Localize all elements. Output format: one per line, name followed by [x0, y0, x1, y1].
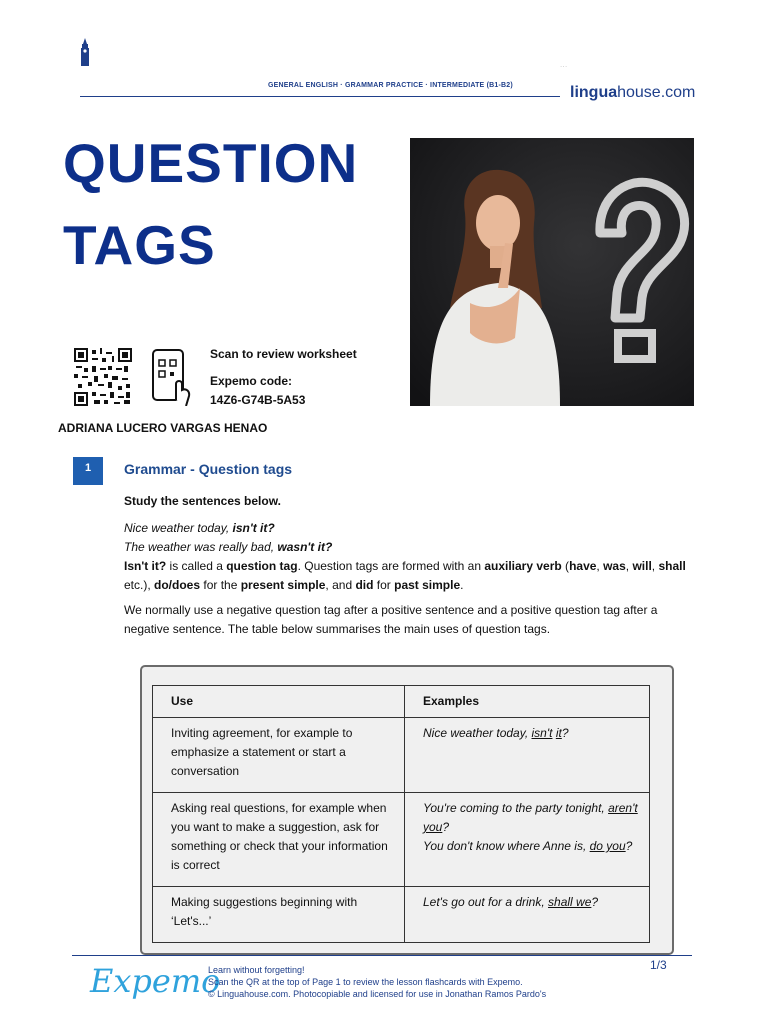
table-row — [153, 887, 650, 943]
scan-label: Scan to review worksheet — [210, 347, 357, 361]
title-line-2: TAGS — [63, 214, 216, 276]
table-row — [153, 718, 650, 793]
author-name: ADRIANA LUCERO VARGAS HENAO — [58, 421, 268, 435]
usage-paragraph: We normally use a negative question tag after a positive sentence and a positive question tag after a negative sentence. The table below summarises the main uses of question tags. — [124, 603, 658, 636]
page-number: 1/3 — [650, 958, 667, 972]
column-header-examples: Examples — [405, 686, 650, 718]
section-title: Grammar - Question tags — [124, 461, 293, 477]
page-title — [63, 122, 358, 286]
footer-line-2: Scan the QR at the top of Page 1 to review the lesson flashcards with Expemo. — [208, 977, 523, 987]
column-header-use: Use — [153, 686, 405, 718]
instruction: Study the sentences below. — [124, 494, 281, 508]
faint-header-text: ... — [560, 60, 568, 69]
examples-cell: You're coming to the party tonight, aren't you? You don't know where Anne is, do you? — [405, 793, 650, 887]
big-ben-logo-icon — [79, 38, 91, 66]
footer-divider — [72, 955, 692, 956]
expemo-logo[interactable]: Expemo — [90, 962, 221, 1000]
examples-cell: Nice weather today, isn't it? — [405, 718, 650, 793]
table-row — [153, 793, 650, 887]
footer-line-1: Learn without forgetting! — [208, 965, 305, 975]
thinking-woman-photo — [410, 138, 694, 406]
example-sentence-2: The weather was really bad, wasn't it? — [124, 540, 333, 554]
title-line-1: QUESTION — [63, 132, 359, 194]
explanation-paragraph: Isn't it? is called a question tag. Question tags are formed with an auxiliary verb (have, was, will, shall etc.), do/does for the present simple, and did for past simple. — [124, 559, 686, 592]
use-cell: Inviting agreement, for example to emphasize a statement or start a conversation — [153, 718, 405, 793]
examples-cell: Let's go out for a drink, shall we? — [405, 887, 650, 943]
example-sentence-1: Nice weather today, isn't it? — [124, 521, 275, 535]
brand-logo[interactable]: linguahouse.com — [570, 84, 696, 101]
use-cell: Asking real questions, for example when you want to make a suggestion, ask for something or check that your information is correct — [153, 793, 405, 887]
scan-info — [210, 345, 357, 410]
question-tags-table — [152, 685, 650, 943]
header-subtitle: GENERAL ENGLISH · GRAMMAR PRACTICE · INTERMEDIATE (B1-B2) — [268, 82, 513, 89]
expemo-code: 14Z6-G74B-5A53 — [210, 393, 306, 407]
qr-code-icon[interactable] — [74, 348, 132, 406]
header-divider — [80, 96, 560, 97]
phone-scan-icon — [150, 348, 192, 406]
footer-line-3: © Linguahouse.com. Photocopiable and licensed for use in Jonathan Ramos Pardo's — [208, 989, 547, 999]
footer-text — [208, 964, 546, 1000]
use-cell: Making suggestions beginning with ‘Let's...’ — [153, 887, 405, 943]
section-number-badge: 1 — [73, 457, 103, 485]
table-header-row — [153, 686, 650, 718]
expemo-code-label: Expemo code: — [210, 374, 293, 388]
